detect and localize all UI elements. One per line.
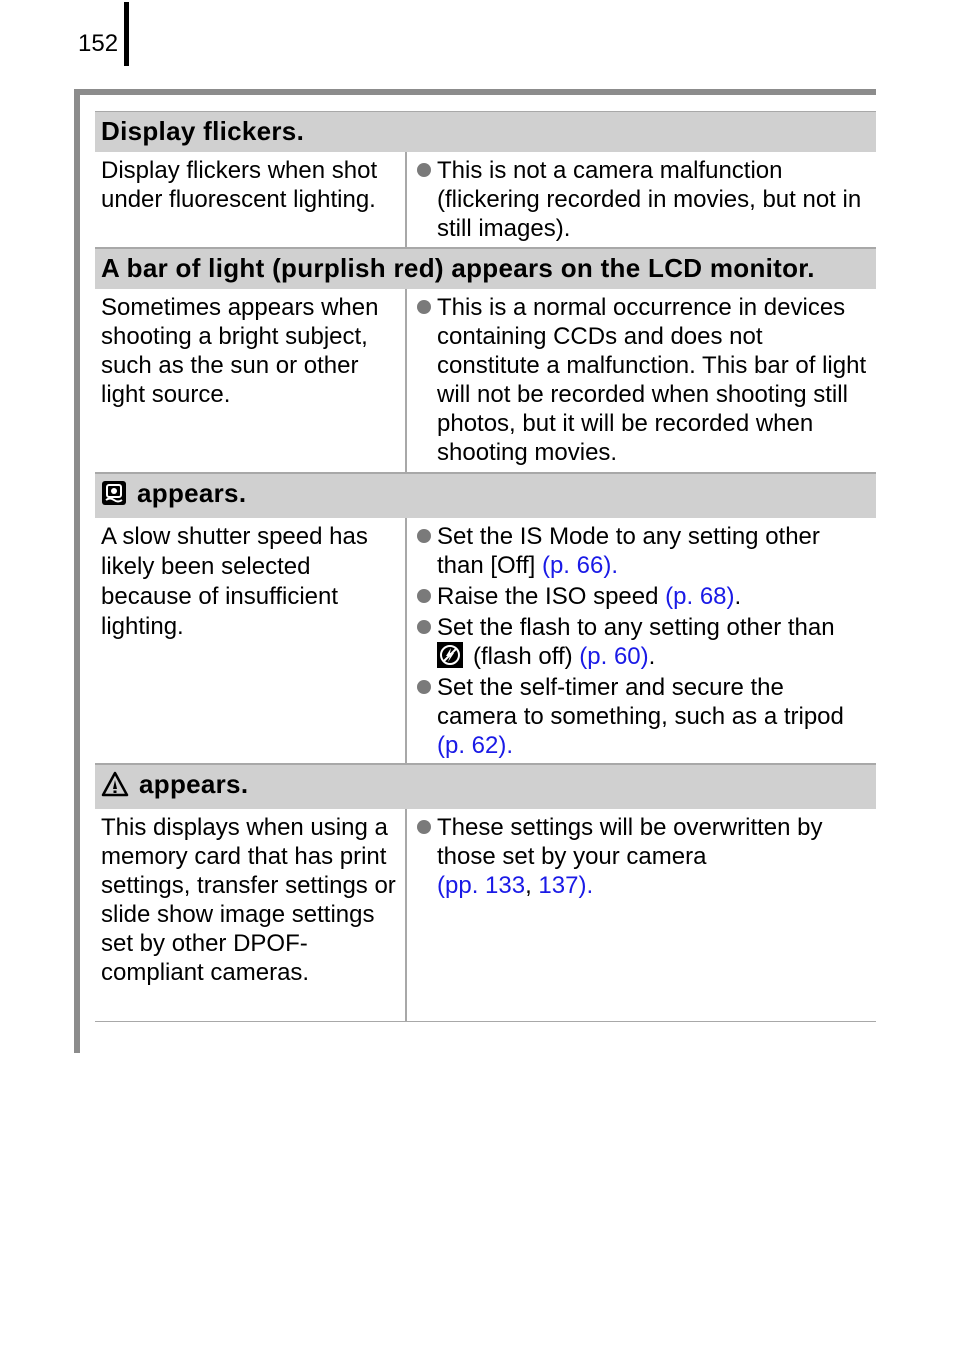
page-link[interactable]: (pp. 133 <box>437 872 526 899</box>
solution-bullet: Raise the ISO speed (p. 68). <box>416 582 868 611</box>
solution-bullet: Set the IS Mode to any setting other than [Off] (p. 66). <box>416 522 868 580</box>
top-rule <box>74 89 876 95</box>
section-header-bar-of-light <box>95 248 876 289</box>
page-link[interactable]: (p. 60) <box>579 643 649 670</box>
cause-cell: A slow shutter speed has likely been selected because of insufficient lighting. <box>95 518 407 763</box>
table-row <box>95 152 876 248</box>
cause-cell: Sometimes appears when shooting a bright subject, such as the sun or other light source. <box>95 289 407 472</box>
solution-bullet: Set the self-timer and secure the camera to something, such as a tripod (p. 62). <box>416 673 868 760</box>
page-link[interactable]: (p. 66) <box>541 552 612 579</box>
warning-triangle-icon <box>101 771 129 803</box>
solution-cell <box>407 809 876 1021</box>
section-header-display-flickers <box>95 111 876 152</box>
page-number: 152 <box>78 30 119 57</box>
section-title: Display flickers. <box>101 116 305 146</box>
solution-cell <box>407 152 876 247</box>
flash-off-icon <box>437 642 463 668</box>
solution-bullet: This is not a camera malfunction (flickering recorded in movies, but not in still images). <box>416 156 868 243</box>
cause-cell: Display flickers when shot under fluorescent lighting. <box>95 152 407 247</box>
solution-bullet: Set the flash to any setting other than (flash off) (p. 60). <box>416 613 868 671</box>
troubleshooting-table <box>95 111 876 1022</box>
solution-bullet: These settings will be overwritten by those set by your camera (pp. 133, 137). <box>416 813 868 900</box>
section-header-warning <box>95 764 876 809</box>
table-row <box>95 809 876 1022</box>
solution-cell <box>407 289 876 472</box>
page-link[interactable]: (p. 68) <box>665 583 735 610</box>
section-title: appears. <box>139 769 249 799</box>
table-row <box>95 518 876 764</box>
section-title: A bar of light (purplish red) appears on the LCD monitor. <box>101 253 815 283</box>
page-number-bar <box>124 2 129 66</box>
table-row <box>95 289 876 473</box>
camera-shake-warning-icon <box>101 480 127 512</box>
cause-cell: This displays when using a memory card that has print settings, transfer settings or slide show image settings set by other DPOF-compliant cameras. <box>95 809 407 1021</box>
left-rule <box>74 89 80 1053</box>
section-header-camera-shake <box>95 473 876 518</box>
page-link[interactable]: 137) <box>538 872 587 899</box>
solution-bullet: This is a normal occurrence in devices containing CCDs and does not constitute a malfunction. This bar of light will not be recorded when shooting still photos, but it will be recorded when shooting movies. <box>416 293 868 467</box>
page-link[interactable]: (p. 62) <box>437 732 507 759</box>
section-title: appears. <box>137 478 247 508</box>
solution-cell <box>407 518 876 763</box>
